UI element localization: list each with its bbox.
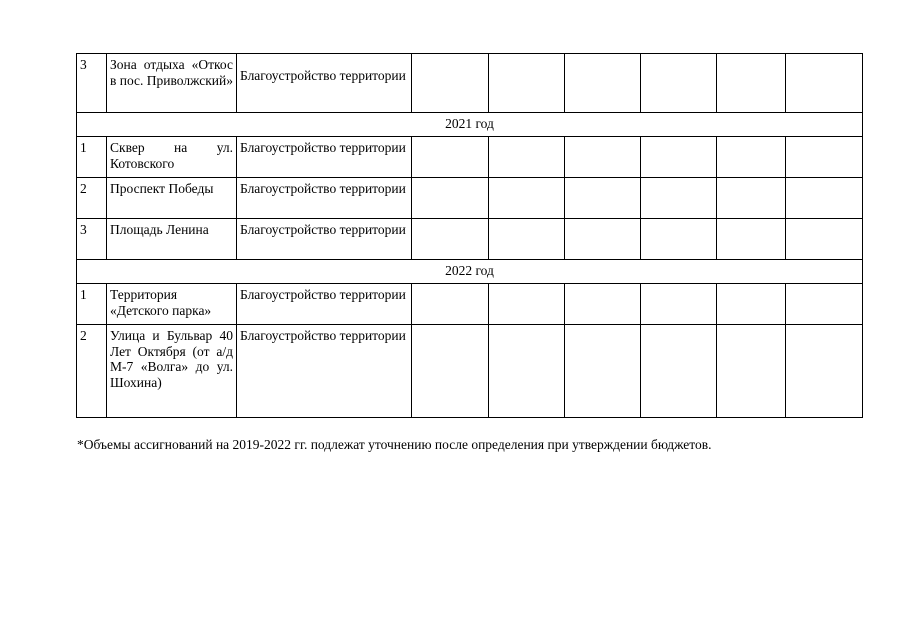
value-cell xyxy=(412,54,489,113)
value-cell xyxy=(565,284,641,325)
value-cell xyxy=(565,219,641,260)
value-cell xyxy=(412,137,489,178)
budget-footnote: *Объемы ассигнований на 2019-2022 гг. подлежат уточнению после определения при утверждении бюджетов. xyxy=(77,437,712,452)
table-row xyxy=(77,178,863,219)
value-cell xyxy=(641,137,717,178)
value-cell xyxy=(717,54,786,113)
row-number: 3 xyxy=(77,54,107,113)
object-name: Улица и Бульвар 40 Лет Октября (от а/д М-7 «Волга» до ул. Шохина) xyxy=(107,325,237,418)
value-cell xyxy=(641,284,717,325)
value-cell xyxy=(717,178,786,219)
value-cell xyxy=(489,284,565,325)
budget-table xyxy=(76,53,863,418)
row-number: 1 xyxy=(77,284,107,325)
table-row xyxy=(77,219,863,260)
object-name: Проспект Победы xyxy=(107,178,237,219)
object-name: Зона отдыха «Откос в пос. Приволжский» xyxy=(107,54,237,113)
activity-text: Благоустройство территории xyxy=(237,178,412,219)
activity-text: Благоустройство территории xyxy=(240,68,406,83)
year-row xyxy=(77,260,863,284)
value-cell xyxy=(565,325,641,418)
value-cell xyxy=(489,54,565,113)
value-cell xyxy=(786,178,863,219)
value-cell xyxy=(717,325,786,418)
year-row xyxy=(77,113,863,137)
activity-text: Благоустройство территории xyxy=(237,325,412,418)
object-name: Территория «Детского парка» xyxy=(107,284,237,325)
row-number: 1 xyxy=(77,137,107,178)
value-cell xyxy=(412,325,489,418)
value-cell xyxy=(717,284,786,325)
row-number: 2 xyxy=(77,325,107,418)
value-cell xyxy=(565,137,641,178)
value-cell xyxy=(786,54,863,113)
value-cell xyxy=(717,137,786,178)
year-heading: 2022 год xyxy=(77,260,863,284)
activity-text: Благоустройство территории xyxy=(237,284,412,325)
table-row xyxy=(77,137,863,178)
value-cell xyxy=(489,325,565,418)
value-cell xyxy=(641,54,717,113)
value-cell xyxy=(786,219,863,260)
table-row xyxy=(77,54,863,113)
value-cell xyxy=(489,219,565,260)
row-number: 3 xyxy=(77,219,107,260)
row-number: 2 xyxy=(77,178,107,219)
value-cell xyxy=(641,178,717,219)
table-row xyxy=(77,325,863,418)
value-cell xyxy=(641,219,717,260)
activity-cell xyxy=(237,54,412,113)
value-cell xyxy=(489,178,565,219)
object-name: Площадь Ленина xyxy=(107,219,237,260)
activity-text: Благоустройство территории xyxy=(237,219,412,260)
value-cell xyxy=(565,178,641,219)
value-cell xyxy=(489,137,565,178)
value-cell xyxy=(786,284,863,325)
year-heading: 2021 год xyxy=(77,113,863,137)
value-cell xyxy=(565,54,641,113)
value-cell xyxy=(786,137,863,178)
value-cell xyxy=(717,219,786,260)
value-cell xyxy=(412,219,489,260)
object-name: Сквер на ул. Котовского xyxy=(107,137,237,178)
value-cell xyxy=(412,284,489,325)
table-row xyxy=(77,284,863,325)
value-cell xyxy=(641,325,717,418)
value-cell xyxy=(412,178,489,219)
activity-text: Благоустройство территории xyxy=(237,137,412,178)
value-cell xyxy=(786,325,863,418)
